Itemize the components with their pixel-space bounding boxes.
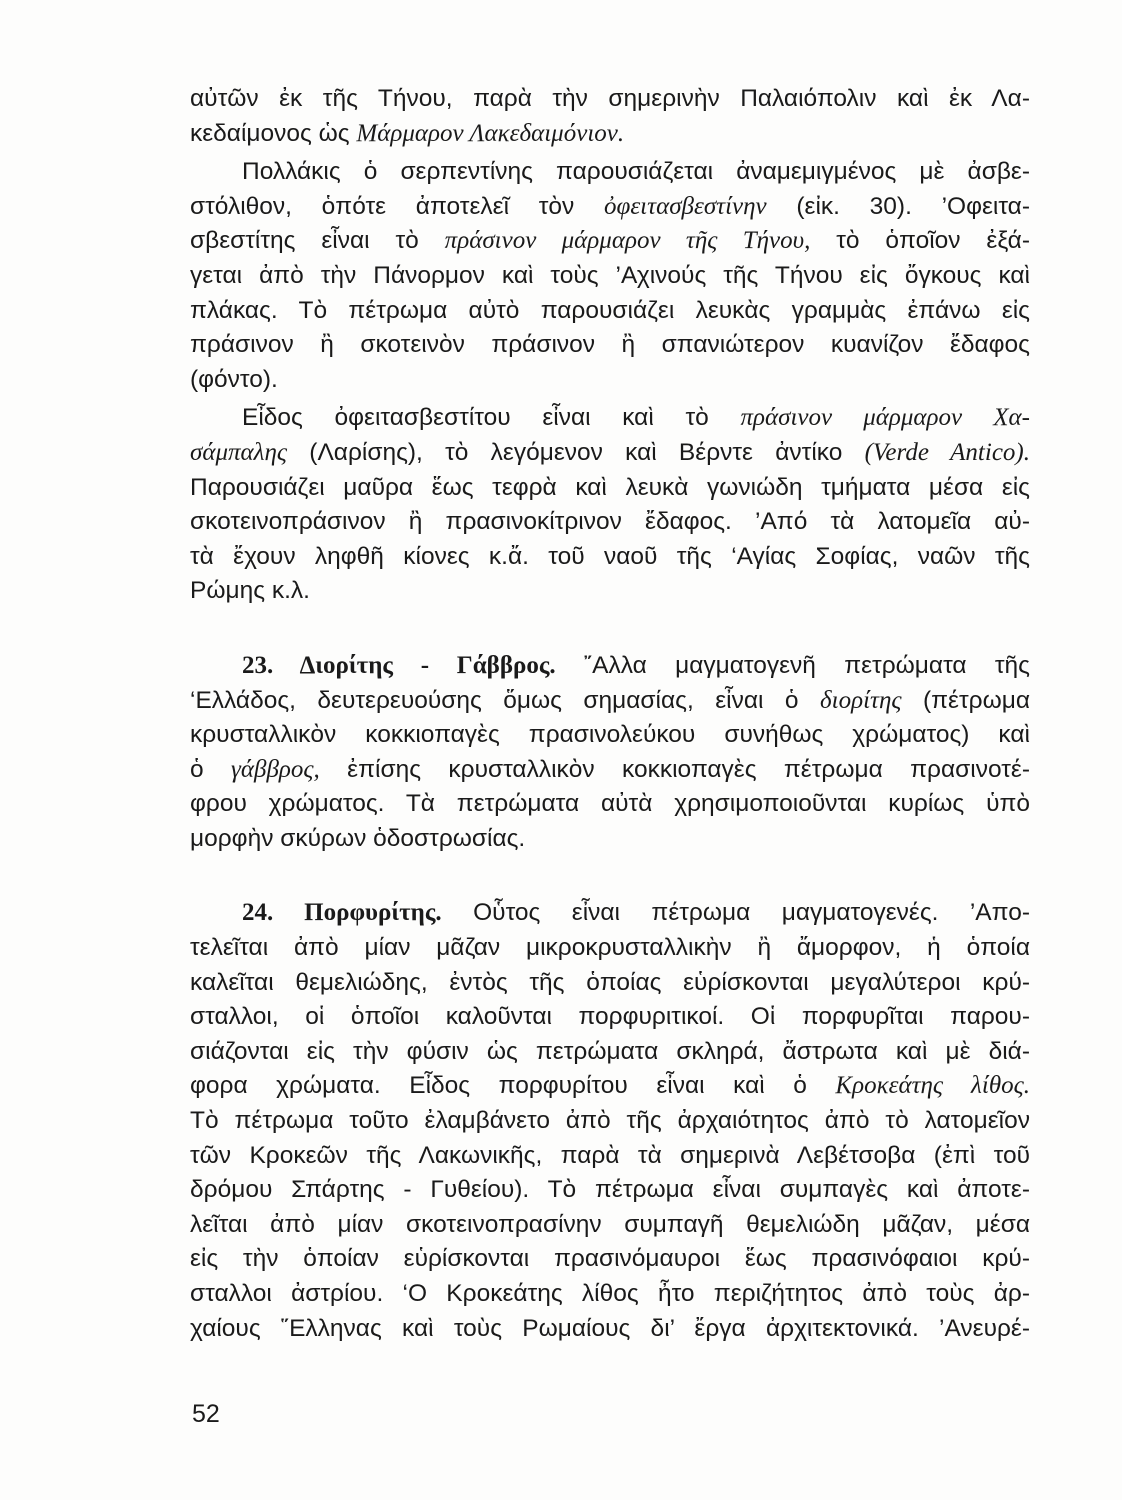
text-run: τῶν Κροκεῶν τῆς Λακωνικῆς, παρὰ τὰ σημερινὰ Λεβέτσοβα (ἐπὶ τοῦ — [190, 1141, 1030, 1169]
italic-term: σάμπαλης — [190, 438, 288, 466]
text-run: τὰ ἔχουν ληφθῆ κίονες κ.ἄ. τοῦ ναοῦ τῆς ‘Αγίας Σοφίας, ναῶν τῆς — [190, 542, 1030, 570]
text-line — [190, 117, 1030, 152]
text-line — [190, 82, 1030, 117]
text-run: κεδαίμονος ὡς — [190, 119, 357, 147]
text-line — [190, 822, 1030, 857]
text-run: (φόντο). — [190, 365, 278, 393]
text-run: Τὸ πέτρωμα τοῦτο ἐλαμβάνετο ἀπὸ τῆς ἀρχαιότητος ἀπὸ τὸ λατομεῖον — [190, 1107, 1030, 1135]
text-run: Ρώμης κ.λ. — [190, 577, 310, 605]
text-line — [190, 753, 1030, 788]
text-run: πράσινον ἢ σκοτεινὸν πράσινον ἢ σπανιώτερον κυανίζον ἔδαφος — [190, 331, 1030, 359]
text-run: (εἰκ. 30). ’Οφειτα- — [766, 192, 1030, 220]
text-line — [190, 1208, 1030, 1243]
text-line — [190, 1104, 1030, 1139]
text-line — [190, 328, 1030, 363]
text-line — [190, 401, 1030, 436]
text-line — [190, 224, 1030, 259]
text-line — [190, 1242, 1030, 1277]
text-run: Οὗτος εἶναι πέτρωμα μαγματογενές. ’Απο- — [441, 899, 1030, 927]
text-run: γεται ἀπὸ τὴν Πάνορμον καὶ τοὺς ’Αχινούς τῆς Τήνου εἰς ὄγκους καὶ — [190, 261, 1030, 289]
italic-term: (Verde Antico). — [864, 438, 1030, 466]
text-run: σβεστίτης εἶναι τὸ — [190, 227, 445, 255]
text-run: ‘Ελλάδος, δευτερευούσης ὅμως σημασίας, εἶναι ὁ — [190, 686, 820, 714]
text-run: (Λαρίσης), τὸ λεγόμενον καὶ Βέρντε ἀντίκο — [287, 438, 865, 466]
page-number: 52 — [192, 1400, 220, 1428]
text-line — [190, 471, 1030, 506]
text-line — [190, 363, 1030, 398]
text-line — [190, 505, 1030, 540]
text-run: Εἶδος ὀφειτασβεστίτου εἶναι καὶ τὸ — [242, 404, 741, 432]
text-run: ὁ — [190, 755, 232, 783]
italic-term: πράσινον μάρμαρον τῆς Τήνου, — [444, 227, 811, 255]
section-heading: 23. Διορίτης - Γάββρος. — [242, 651, 556, 679]
text-run: αὐτῶν ἐκ τῆς Τήνου, παρὰ τὴν σημερινὴν Παλαιόπολιν καὶ ἐκ Λα- — [190, 85, 1030, 112]
text-run: λεῖται ἀπὸ μίαν σκοτεινοπρασίνην συμπαγῆ θεμελιώδη μᾶζαν, μέσα — [190, 1210, 1030, 1238]
text-line — [190, 896, 1030, 931]
text-line — [190, 259, 1030, 294]
text-line — [190, 1035, 1030, 1070]
italic-term: Μάρμαρον Λακεδαιμόνιον. — [356, 119, 625, 147]
text-run: εἰς τὴν ὁποίαν εὑρίσκονται πρασινόμαυροι ἕως πρασινόφαιοι κρύ- — [190, 1245, 1030, 1273]
text-line — [190, 1173, 1030, 1208]
text-run: σκοτεινοπράσινον ἢ πρασινοκίτρινον ἔδαφος. ’Από τὰ λατομεῖα αὐ- — [190, 508, 1030, 536]
text-run: σταλλοι, οἱ ὁποῖοι καλοῦνται πορφυριτικοί. Οἱ πορφυρῖται παρου- — [190, 1003, 1030, 1031]
text-run: φορα χρώματα. Εἶδος πορφυρίτου εἶναι καὶ ὁ — [190, 1072, 836, 1100]
text-run: δρόμου Σπάρτης - Γυθείου). Τὸ πέτρωμα εἶναι συμπαγὲς καὶ ἀποτε- — [190, 1176, 1030, 1204]
text-run: Πολλάκις ὁ σερπεντίνης παρουσιάζεται ἀναμεμιγμένος μὲ ἀσβε- — [242, 158, 1030, 186]
text-line — [190, 718, 1030, 753]
text-line — [190, 1139, 1030, 1174]
text-run: τελεῖται ἀπὸ μίαν μᾶζαν μικροκρυσταλλικὴν ἢ ἄμορφον, ἡ ὁποία — [190, 934, 1030, 962]
text-line — [190, 1312, 1030, 1347]
text-line — [190, 1277, 1030, 1312]
text-line — [190, 931, 1030, 966]
italic-term: διορίτης — [820, 686, 902, 714]
text-run: φρου χρώματος. Τὰ πετρώματα αὐτὰ χρησιμοποιοῦνται κυρίως ὑπὸ — [190, 790, 1030, 818]
text-run: χαίους ῞Ελληνας καὶ τοὺς Ρωμαίους δι’ ἔργα ἀρχιτεκτονικά. ’Ανευρέ- — [190, 1314, 1030, 1342]
text-line — [190, 1069, 1030, 1104]
text-line — [190, 1000, 1030, 1035]
text-line — [190, 787, 1030, 822]
text-line — [190, 540, 1030, 575]
italic-term: ὀφειτασβεστίνην — [604, 192, 767, 220]
italic-term: γάββρος, — [231, 755, 320, 783]
text-run: μορφὴν σκύρων ὁδοστρωσίας. — [190, 824, 526, 852]
text-run: ἐπίσης κρυσταλλικὸν κοκκιοπαγὲς πέτρωμα πρασινοτέ- — [319, 755, 1030, 783]
text-run: σιάζονται εἰς τὴν φύσιν ὡς πετρώματα σκληρά, ἄστρωτα καὶ μὲ διά- — [190, 1037, 1030, 1065]
text-line — [190, 684, 1030, 719]
text-run: καλεῖται θεμελιώδης, ἐντὸς τῆς ὁποίας εὑρίσκονται μεγαλύτεροι κρύ- — [190, 968, 1030, 996]
text-line — [190, 966, 1030, 1001]
text-line — [190, 436, 1030, 471]
text-line — [190, 190, 1030, 225]
text-run: στόλιθον, ὁπότε ἀποτελεῖ τὸν — [190, 192, 604, 220]
section-heading: 24. Πορφυρίτης. — [242, 899, 442, 927]
italic-term: πράσινον μάρμαρον Χα- — [740, 404, 1030, 432]
body-text — [190, 82, 1030, 1346]
text-line — [190, 649, 1030, 684]
italic-term: Κροκεάτης λίθος. — [835, 1072, 1031, 1100]
text-line — [190, 574, 1030, 609]
text-run: κρυσταλλικὸν κοκκιοπαγὲς πρασινολεύκου συνήθως χρώματος) καὶ — [190, 721, 1030, 749]
text-run: (πέτρωμα — [901, 686, 1030, 714]
text-run: Παρουσιάζει μαῦρα ἕως τεφρὰ καὶ λευκὰ γωνιώδη τμήματα μέσα εἰς — [190, 473, 1030, 501]
text-run: τὸ ὁποῖον ἐξά- — [810, 227, 1030, 255]
text-run: ῎Αλλα μαγματογενῆ πετρώματα τῆς — [555, 651, 1030, 679]
text-run: πλάκας. Τὸ πέτρωμα αὐτὸ παρουσιάζει λευκὰς γραμμὰς ἐπάνω εἰς — [190, 296, 1030, 324]
text-line — [190, 155, 1030, 190]
text-run: σταλλοι ἀστρίου. ‘Ο Κροκεάτης λίθος ἦτο περιζήτητος ἀπὸ τοὺς ἀρ- — [190, 1280, 1030, 1307]
text-line — [190, 294, 1030, 329]
